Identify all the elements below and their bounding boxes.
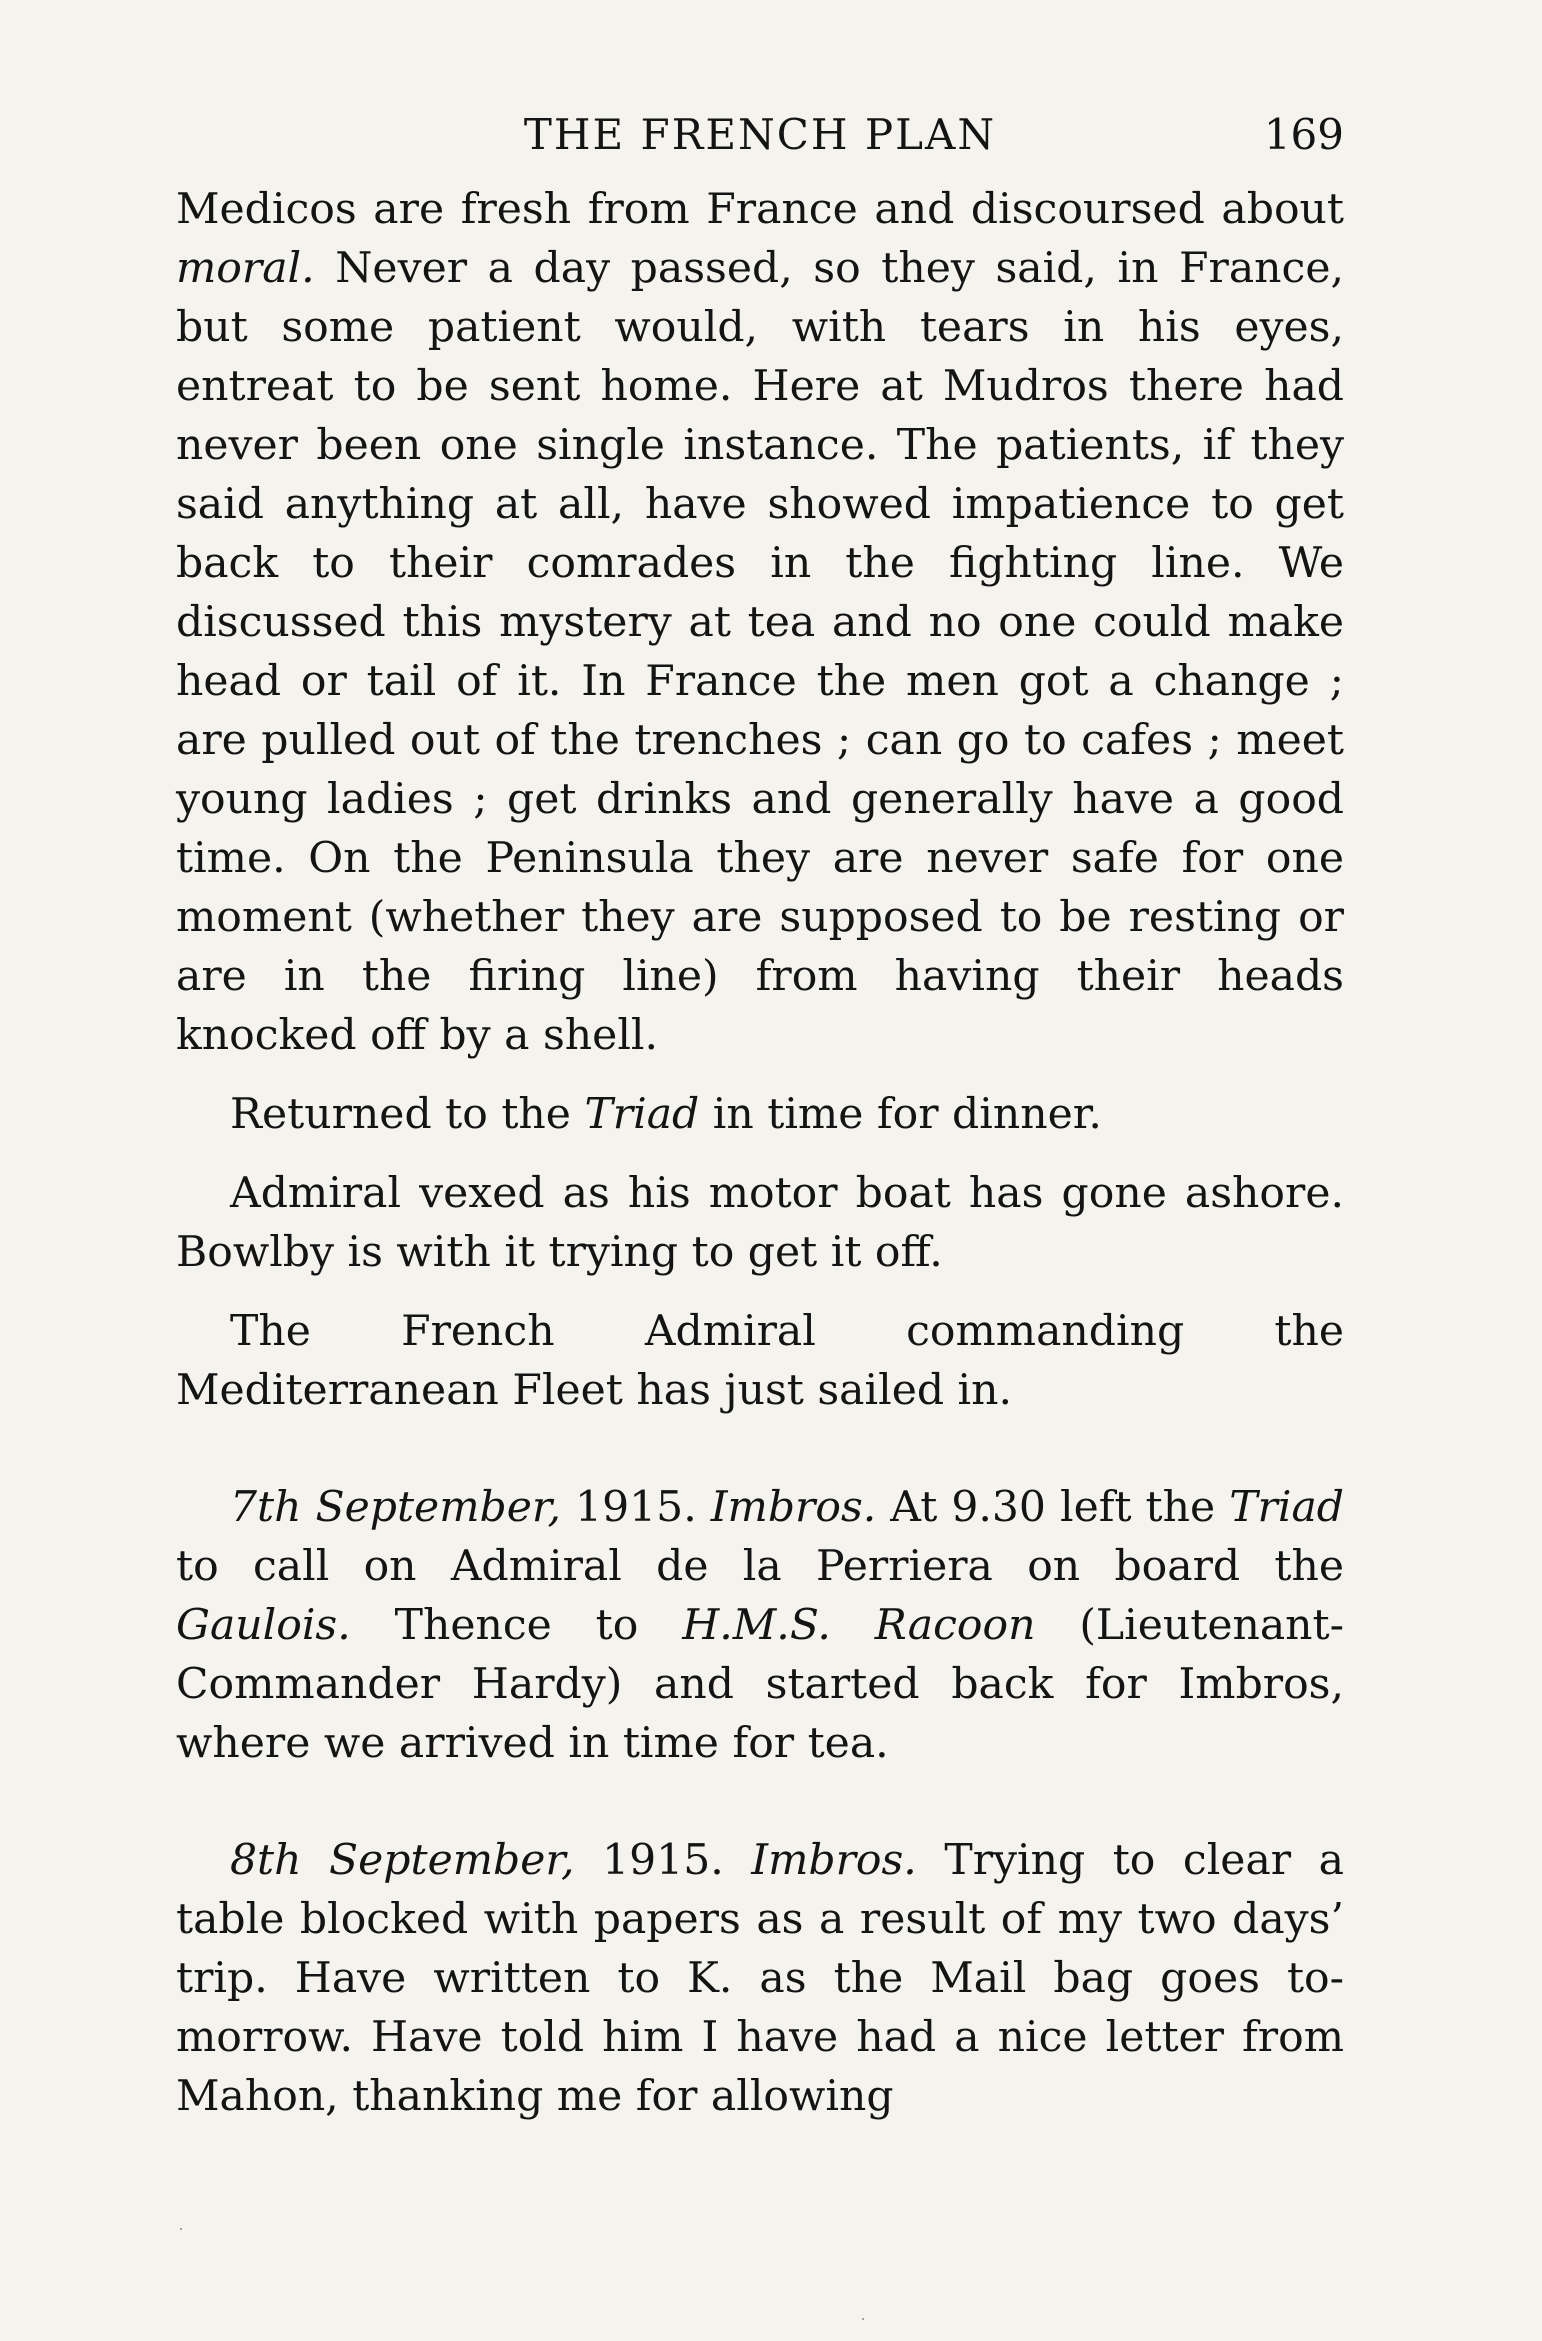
diary-entry-8th-september bbox=[176, 1831, 1344, 2126]
paragraph-medicos bbox=[176, 180, 1344, 1065]
entry-year: 1915. bbox=[561, 1483, 711, 1532]
text-run: Medicos are fresh from France and discoursed about bbox=[176, 185, 1344, 234]
book-page bbox=[176, 110, 1344, 2126]
paper-speck bbox=[862, 2318, 864, 2320]
entry-place: Imbros. bbox=[710, 1483, 877, 1532]
page-number: 169 bbox=[1263, 110, 1344, 159]
text-run: At 9.30 left the bbox=[876, 1483, 1230, 1532]
chapter-title: THE FRENCH PLAN bbox=[523, 110, 997, 159]
text-run: in time for dinner. bbox=[699, 1090, 1102, 1139]
entry-date: 8th September, bbox=[230, 1836, 575, 1885]
paragraph-admiral-vexed bbox=[176, 1164, 1344, 1282]
paper-speck bbox=[180, 2228, 182, 2230]
running-head bbox=[176, 110, 1344, 174]
entry-year: 1915. bbox=[574, 1836, 752, 1885]
paragraph-french-admiral bbox=[176, 1302, 1344, 1420]
entry-place: Imbros. bbox=[751, 1836, 917, 1885]
italic-run: Triad bbox=[584, 1090, 700, 1139]
entry-date: 7th September, bbox=[230, 1483, 562, 1532]
paragraph-returned bbox=[176, 1085, 1344, 1144]
text-run: (Lieutenant-Commander Hardy) and started back for Imbros, where we arrived in time for tea. bbox=[176, 1601, 1344, 1768]
text-run: to call on Admiral de la Perriera on board the bbox=[176, 1542, 1344, 1591]
text-run: Returned to the bbox=[230, 1090, 585, 1139]
text-run: Trying to clear a table blocked with papers as a result of my two days’ trip. Have written to K. as the Mail bag goes to-morrow. Have told him I have had a nice letter from Mahon, thanking me for allowing bbox=[176, 1836, 1344, 2121]
diary-entry-7th-september bbox=[176, 1478, 1344, 1773]
ship-name: Triad bbox=[1229, 1483, 1344, 1532]
italic-run: moral. bbox=[176, 244, 315, 293]
text-run: Thence to bbox=[350, 1601, 683, 1650]
text-run: Never a day passed, so they said, in France, but some patient would, with tears in his eyes, entreat to be sent home. Here at Mudros there had never been one single instance. The patients, if they said anything at all, have showed impatience to get back to their comrades in the fighting line. We discussed this mystery at tea and no one could make head or tail of it. In France the men got a change ; are pulled out of the trenches ; can go to cafes ; meet young ladies ; get drinks and generally have a good time. On the Peninsula they are never safe for one moment (whether they are supposed to be resting or are in the firing line) from having their heads knocked off by a shell. bbox=[176, 244, 1344, 1060]
text-run: Admiral vexed as his motor boat has gone ashore. Bowlby is with it trying to get it off. bbox=[176, 1169, 1344, 1277]
ship-name: H.M.S. Racoon bbox=[682, 1601, 1036, 1650]
ship-name: Gaulois. bbox=[176, 1601, 351, 1650]
text-run: The French Admiral commanding the Mediterranean Fleet has just sailed in. bbox=[176, 1307, 1344, 1415]
